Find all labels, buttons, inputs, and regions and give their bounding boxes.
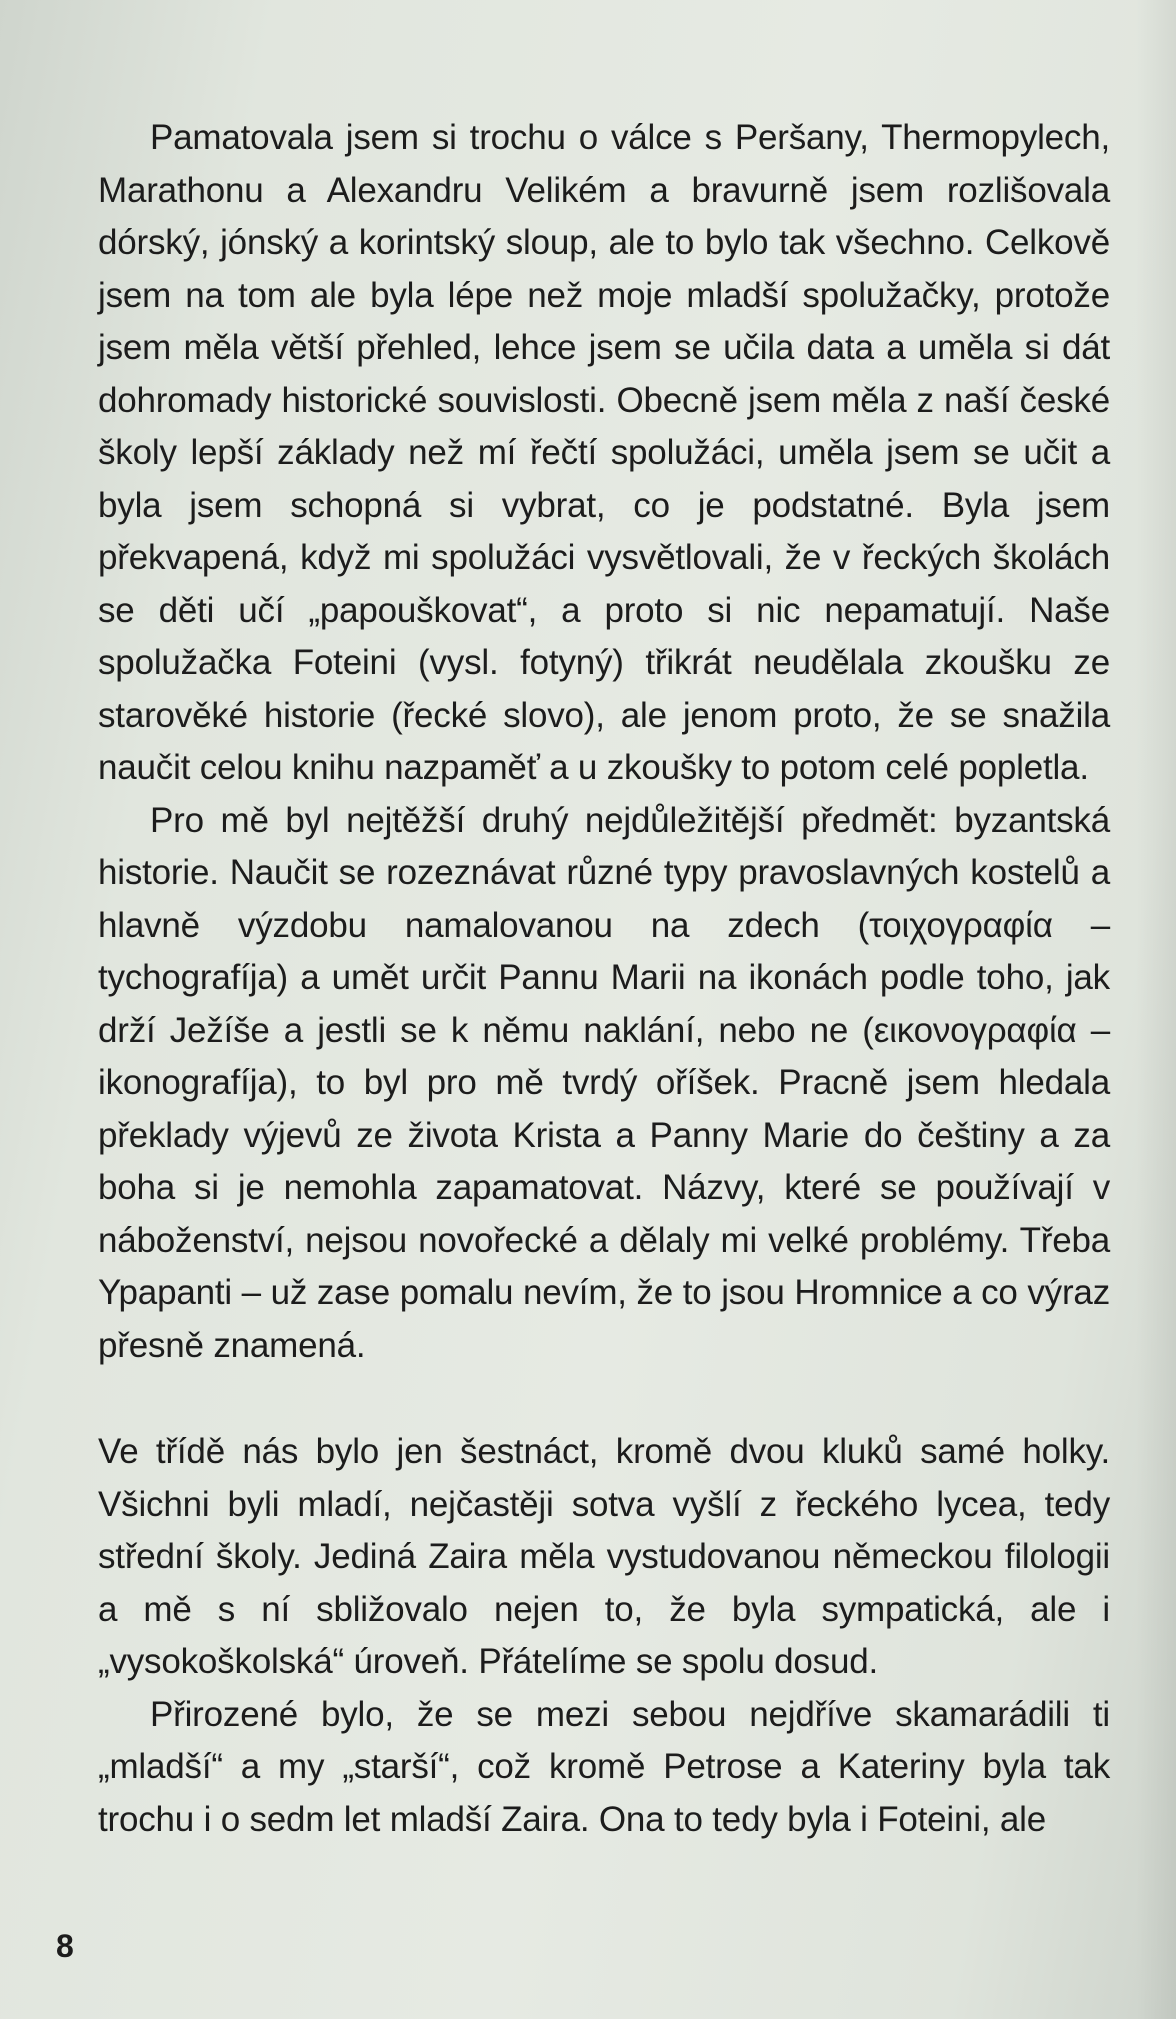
paragraph-4: Přirozené bylo, že se mezi sebou nejdříve skamarádili ti „mladší“ a my „starší“, což kromě Petrose a Kateriny byla tak trochu i o sedm let mladší Zaira. Ona to tedy byla i Foteini, ale	[98, 1694, 1110, 1839]
body-text	[98, 112, 1110, 1846]
paragraph-2: Pro mě byl nejtěžší druhý nejdůležitější předmět: byzantská historie. Naučit se rozeznávat různé typy pravoslavných kostelů a hlavně výzdobu namalovanou na zdech (τοιχογραφία – tychografíja) a umět určit Pannu Marii na ikonách podle toho, jak drží Ježíše a jestli se k němu naklání, nebo ne (εικονογραφία – ikonografíja), to byl pro mě tvrdý oříšek. Pracně jsem hledala překlady výjevů ze života Krista a Panny Marie do češtiny a za boha si je nemohla zapamatovat. Názvy, které se používají v náboženství, nejsou novořecké a dělaly mi velké problémy. Třeba Ypapanti – už zase pomalu nevím, že to jsou Hromnice a co výraz přesně znamená.	[98, 800, 1110, 1365]
page-edge-shadow	[1136, 0, 1176, 2019]
paragraph-3: Ve třídě nás bylo jen šestnáct, kromě dvou kluků samé holky. Všichni byli mladí, nejčastěji sotva vyšlí z řeckého lycea, tedy střední školy. Jediná Zaira měla vystudovanou německou filologii a mě s ní sbližovalo nejen to, že byla sympatická, ale i „vysokoškolská“ úroveň. Přátelíme se spolu dosud.	[98, 1432, 1110, 1681]
paragraph-1: Pamatovala jsem si trochu o válce s Peršany, Thermopylech, Marathonu a Alexandru Velikém a bravurně jsem rozlišovala dórský, jónský a korintský sloup, ale to bylo tak všechno. Celkově jsem na tom ale byla lépe než moje mladší spolužačky, protože jsem měla větší přehled, lehce jsem se učila data a uměla si dát dohromady historické souvislosti. Obecně jsem měla z naší české školy lepší základy než mí řečtí spolužáci, uměla jsem se učit a byla jsem schopná si vybrat, co je podstatné. Byla jsem překvapená, když mi spolužáci vysvětlovali, že v řeckých školách se děti učí „papouškovat“, a proto si nic nepamatují. Naše spolužačka Foteini (vysl. fotyný) třikrát neudělala zkoušku ze starověké historie (řecké slovo), ale jenom proto, že se snažila naučit celou knihu nazpaměť a u zkoušky to potom celé popletla.	[98, 118, 1110, 787]
page-number: 8	[56, 1928, 74, 1964]
